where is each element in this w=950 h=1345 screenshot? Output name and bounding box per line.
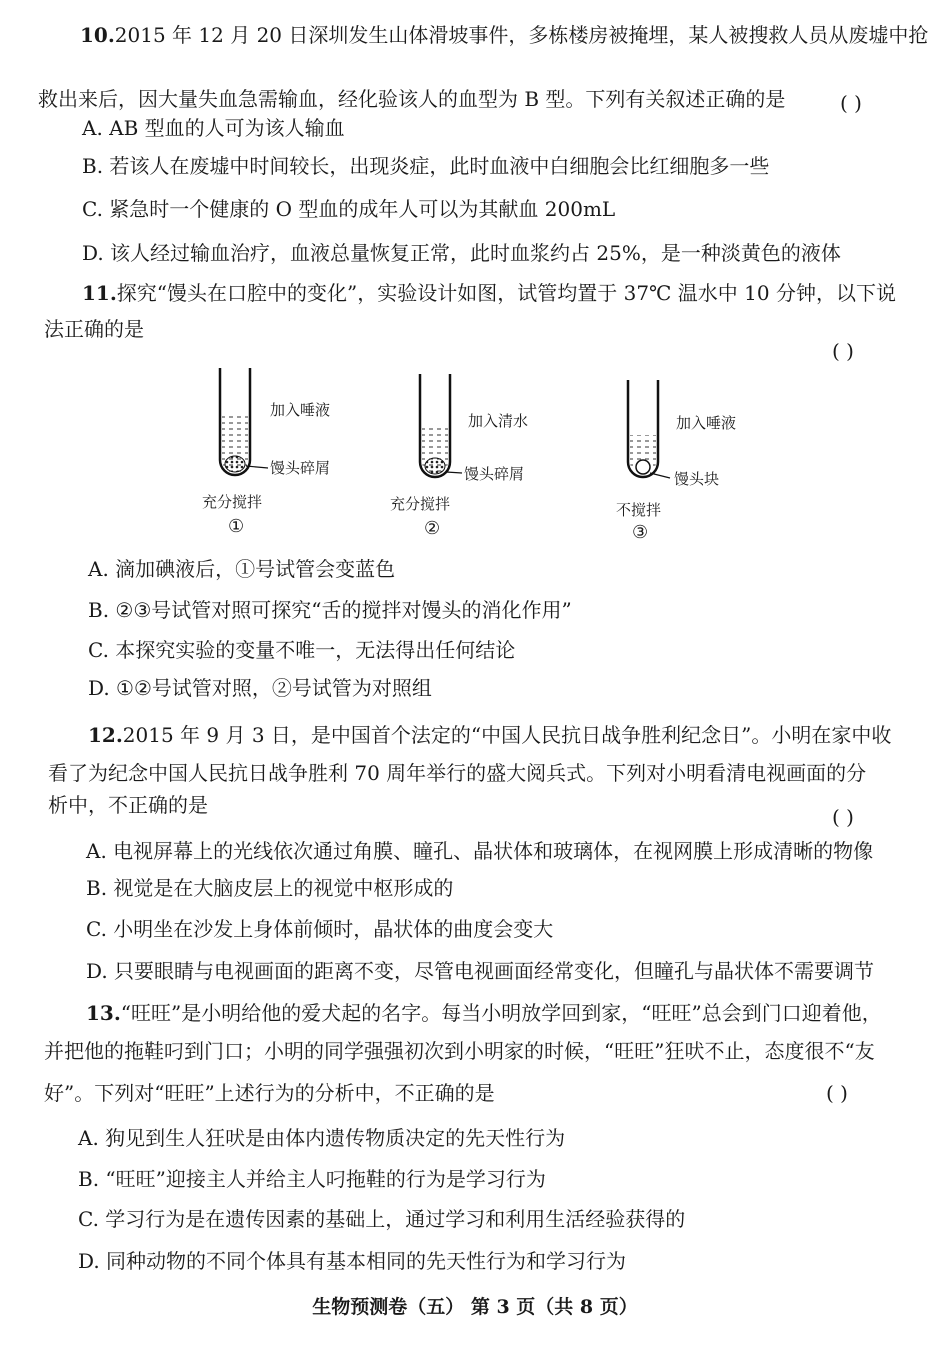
q13-line2: 并把他的拖鞋叼到门口；小明的同学强强初次到小明家的时候，“旺旺”狂吠不止，态度很不“友 — [44, 1039, 875, 1063]
tube1-bottom-label: 充分搅拌 — [202, 493, 263, 511]
q12-option-d: D. 只要眼睛与电视画面的距离不变，尽管电视画面经常变化，但瞳孔与晶状体不需要调节 — [86, 959, 875, 983]
tube3-number: ③ — [632, 522, 649, 543]
q10-option-c: C. 紧急时一个健康的 O 型血的成年人可以为其献血 200mL — [82, 197, 616, 221]
tube1-side-label: 馒头碎屑 — [270, 459, 331, 477]
tube3-side-label: 馒头块 — [674, 470, 720, 488]
q11-option-c: C. 本探究实验的变量不唯一，无法得出任何结论 — [88, 638, 516, 662]
q12-option-a: A. 电视屏幕上的光线依次通过角膜、瞳孔、晶状体和玻璃体，在视网膜上形成清晰的物像 — [86, 839, 874, 863]
tube1-number: ① — [228, 516, 245, 537]
q13-option-b: B. “旺旺”迎接主人并给主人叼拖鞋的行为是学习行为 — [78, 1167, 546, 1191]
tube2-top-label: 加入清水 — [468, 412, 529, 430]
test-tube-3 — [616, 380, 736, 543]
bread-crumbs-icon — [225, 456, 245, 472]
tube1-top-label: 加入唾液 — [270, 401, 331, 419]
q10-stem-1: 2015 年 12 月 20 日深圳发生山体滑坡事件，多栋楼房被掩埋，某人被搜救人员从废墟中抢 — [114, 23, 929, 47]
q10-number: 10. — [80, 23, 115, 47]
tube2-bottom-label: 充分搅拌 — [390, 495, 451, 513]
bread-piece-icon — [636, 460, 650, 474]
q11-stem-1: 探究“馒头在口腔中的变化”，实验设计如图，试管均置于 37℃ 温水中 10 分钟，以下说 — [116, 281, 896, 305]
q13-option-c: C. 学习行为是在遗传因素的基础上，通过学习和利用生活经验获得的 — [78, 1207, 686, 1231]
q13-stem-1: “旺旺”是小明给他的爱犬起的名字。每当小明放学回到家，“旺旺”总会到门口迎着他， — [120, 1001, 882, 1025]
q12-line2: 看了为纪念中国人民抗日战争胜利 70 周年举行的盛大阅兵式。下列对小明看清电视画面的分 — [48, 761, 867, 785]
q13-option-a: A. 狗见到生人狂吠是由体内遗传物质决定的先天性行为 — [78, 1126, 566, 1150]
tube3-top-label: 加入唾液 — [676, 414, 737, 432]
q11-line1 — [82, 280, 896, 306]
q13-number: 13. — [86, 1001, 121, 1025]
q10-line2: 救出来后，因大量失血急需输血，经化验该人的血型为 B 型。下列有关叙述正确的是 — [38, 87, 786, 111]
q12-answer-paren: ( ) — [832, 805, 854, 829]
q10-line1 — [80, 22, 928, 48]
q12-option-c: C. 小明坐在沙发上身体前倾时，晶状体的曲度会变大 — [86, 917, 554, 941]
q10-answer-paren: ( ) — [840, 91, 862, 115]
q12-stem-1: 2015 年 9 月 3 日，是中国首个法定的“中国人民抗日战争胜利纪念日”。小明在家中收 — [122, 723, 892, 747]
q12-option-b: B. 视觉是在大脑皮层上的视觉中枢形成的 — [86, 876, 454, 900]
q10-option-a: A. AB 型血的人可为该人输血 — [82, 116, 345, 140]
q11-option-a: A. 滴加碘液后，①号试管会变蓝色 — [88, 557, 396, 581]
q11-answer-paren: ( ) — [832, 339, 854, 363]
q11-line2: 法正确的是 — [44, 317, 144, 341]
tube2-number: ② — [424, 518, 441, 539]
test-tube-figure — [180, 360, 780, 550]
page-footer: 生物预测卷（五） 第 3 页（共 8 页） — [312, 1296, 638, 1318]
q10-option-b: B. 若该人在废墟中时间较长，出现炎症，此时血液中白细胞会比红细胞多一些 — [82, 154, 770, 178]
test-tube-1 — [202, 368, 330, 537]
q11-option-b: B. ②③号试管对照可探究“舌的搅拌对馒头的消化作用” — [88, 598, 572, 622]
q12-line3: 析中，不正确的是 — [48, 793, 208, 817]
q10-option-d: D. 该人经过输血治疗，血液总量恢复正常，此时血浆约占 25%，是一种淡黄色的液体 — [82, 241, 841, 265]
bread-crumbs-icon — [425, 458, 445, 474]
tube2-side-label: 馒头碎屑 — [464, 465, 525, 483]
q11-number: 11. — [82, 281, 117, 305]
q11-option-d: D. ①②号试管对照，②号试管为对照组 — [88, 676, 432, 700]
q13-answer-paren: ( ) — [826, 1081, 848, 1105]
test-tube-2 — [390, 374, 528, 539]
q13-line1 — [86, 1000, 882, 1026]
tube3-bottom-label: 不搅拌 — [616, 501, 662, 519]
q12-line1 — [88, 722, 891, 748]
q12-number: 12. — [88, 723, 123, 747]
q13-line3: 好”。下列对“旺旺”上述行为的分析中，不正确的是 — [44, 1081, 495, 1105]
q13-option-d: D. 同种动物的不同个体具有基本相同的先天性行为和学习行为 — [78, 1249, 627, 1273]
